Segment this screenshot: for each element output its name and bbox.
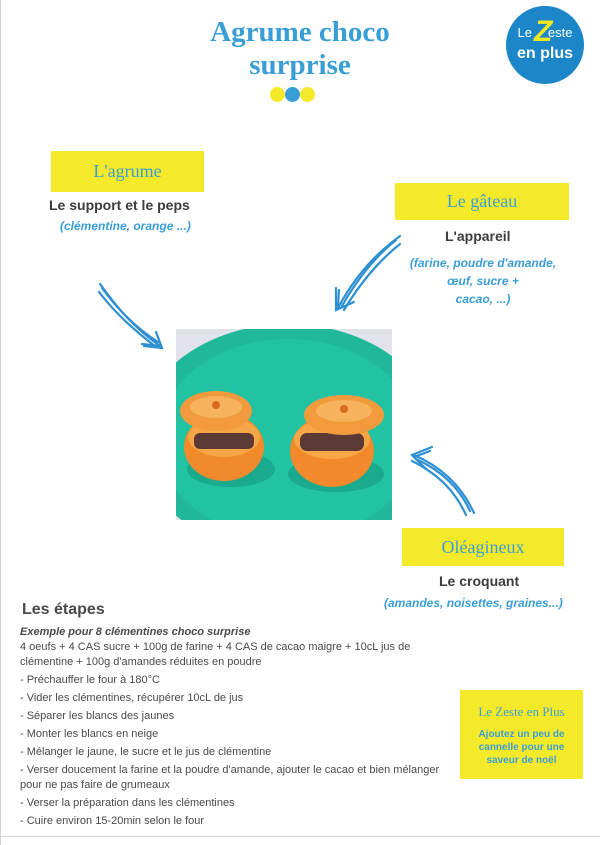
logo-text-bottom: en plus (516, 45, 573, 62)
steps-ingredients: 4 oeufs + 4 CAS sucre + 100g de farine + 4 CAS de cacao maigre + 10cL jus de clémentine + 100g d'amandes réduites en poudre (20, 641, 411, 668)
gateau-subtitle: L'appareil (445, 228, 511, 244)
steps-intro: Exemple pour 8 clémentines choco surprise (20, 626, 251, 638)
agrume-details: (clémentine, orange ...) (60, 219, 191, 233)
title-line-2: surprise (249, 49, 351, 81)
step-item: - Cuire environ 15-20min selon le four (20, 815, 205, 827)
step-item: - Mélanger le jaune, le sucre et le jus de clémentine (20, 746, 272, 758)
step-item: - Vider les clémentines, récupérer 10cL de jus (20, 692, 244, 704)
title-line-1: Agrume choco (210, 16, 390, 48)
oleagineux-details: (amandes, noisettes, graines...) (384, 596, 563, 610)
agrume-subtitle: Le support et le peps (49, 197, 190, 213)
page-border-left (0, 0, 1, 845)
gateau-label-box (395, 183, 569, 220)
step-item: - Préchauffer le four à 180°C (20, 674, 160, 686)
oleagineux-label-box (402, 528, 564, 566)
logo-z-mark: Z (534, 15, 553, 48)
dessert-photo (176, 329, 392, 520)
dot-yellow-right (300, 87, 315, 102)
zeste-tip-box (460, 690, 583, 779)
gateau-details (394, 254, 572, 308)
gateau-details-line-2: œuf, sucre + (447, 274, 519, 288)
gateau-details-line-1: (farine, poudre d'amande, (409, 256, 557, 270)
clementine-dessert-illustration (176, 329, 392, 520)
step-item: - Verser la préparation dans les clémentines (20, 797, 235, 809)
agrume-label-box (51, 151, 204, 192)
gateau-label: Le gâteau (446, 191, 518, 211)
tip-text: Ajoutez un peu de cannelle pour une saveur de noël (478, 729, 565, 766)
logo-text-top: Le este (517, 25, 573, 40)
oleagineux-label: Oléagineux (441, 537, 525, 557)
agrume-label: L'agrume (93, 161, 162, 181)
page-border-bottom (0, 836, 600, 837)
oleagineux-subtitle: Le croquant (439, 573, 520, 589)
dot-yellow-left (270, 87, 285, 102)
tip-title: Le Zeste en Plus (478, 704, 565, 719)
arrow-oleagineux-icon (408, 445, 478, 517)
step-item: - Verser doucement la farine et la poudre d'amande, ajouter le cacao et bien mélanger pour ne pas faire de grumeaux (20, 764, 440, 791)
arrow-agrume-icon (96, 280, 170, 354)
step-item: - Séparer les blancs des jaunes (20, 710, 175, 722)
gateau-details-line-3: cacao, ...) (455, 292, 511, 306)
dot-blue-center (285, 87, 300, 102)
step-item: - Monter les blancs en neige (20, 728, 159, 740)
arrow-gateau-icon (326, 232, 404, 314)
steps-title: Les étapes (22, 601, 105, 618)
steps-content (20, 626, 450, 829)
le-zeste-en-plus-logo (506, 6, 584, 84)
page-title (150, 16, 450, 82)
